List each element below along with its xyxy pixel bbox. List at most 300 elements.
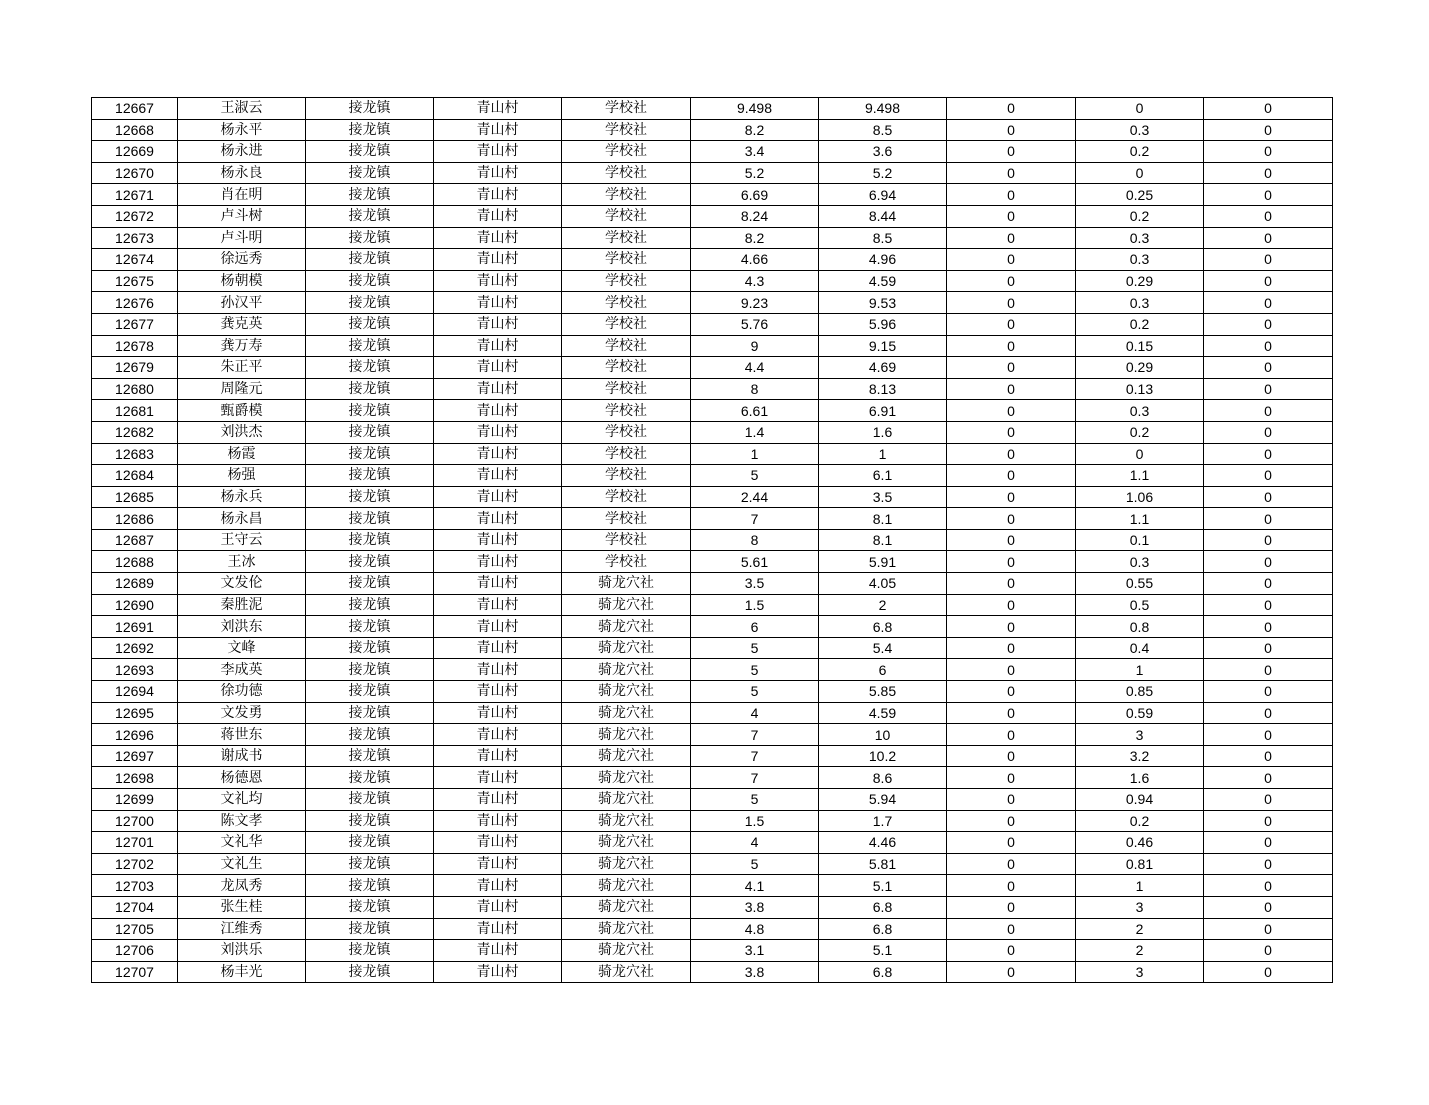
cell-record-id: 12667 (92, 98, 178, 120)
cell-value-d: 0.3 (1076, 292, 1204, 314)
table-row (92, 292, 1333, 314)
cell-value-d: 0.1 (1076, 529, 1204, 551)
cell-group: 骑龙穴社 (562, 918, 691, 940)
cell-value-e: 0 (1204, 400, 1333, 422)
cell-value-e: 0 (1204, 551, 1333, 573)
cell-value-e: 0 (1204, 465, 1333, 487)
cell-value-e: 0 (1204, 940, 1333, 962)
cell-value-e: 0 (1204, 205, 1333, 227)
cell-value-b: 6.8 (819, 896, 947, 918)
cell-name: 杨强 (178, 465, 306, 487)
cell-value-a: 5 (691, 465, 819, 487)
cell-village: 青山村 (434, 875, 562, 897)
cell-village: 青山村 (434, 896, 562, 918)
cell-value-c: 0 (947, 573, 1076, 595)
cell-value-b: 8.5 (819, 227, 947, 249)
cell-value-c: 0 (947, 98, 1076, 120)
cell-record-id: 12675 (92, 270, 178, 292)
cell-value-d: 1.06 (1076, 486, 1204, 508)
cell-name: 刘洪杰 (178, 421, 306, 443)
cell-value-d: 0 (1076, 443, 1204, 465)
table-row (92, 443, 1333, 465)
cell-town: 接龙镇 (306, 227, 434, 249)
cell-value-a: 8.2 (691, 227, 819, 249)
cell-name: 秦胜泥 (178, 594, 306, 616)
cell-record-id: 12690 (92, 594, 178, 616)
cell-group: 学校社 (562, 335, 691, 357)
table-row (92, 227, 1333, 249)
table-row (92, 637, 1333, 659)
cell-value-d: 0.59 (1076, 702, 1204, 724)
cell-group: 学校社 (562, 421, 691, 443)
cell-record-id: 12689 (92, 573, 178, 595)
cell-value-e: 0 (1204, 767, 1333, 789)
cell-name: 王淑云 (178, 98, 306, 120)
table-row (92, 594, 1333, 616)
cell-value-e: 0 (1204, 141, 1333, 163)
cell-name: 卢斗明 (178, 227, 306, 249)
cell-group: 骑龙穴社 (562, 767, 691, 789)
cell-value-e: 0 (1204, 378, 1333, 400)
cell-value-a: 7 (691, 724, 819, 746)
cell-value-b: 2 (819, 594, 947, 616)
cell-value-a: 7 (691, 508, 819, 530)
cell-village: 青山村 (434, 767, 562, 789)
cell-value-c: 0 (947, 810, 1076, 832)
cell-value-d: 0.29 (1076, 270, 1204, 292)
cell-value-b: 6.91 (819, 400, 947, 422)
cell-town: 接龙镇 (306, 486, 434, 508)
cell-record-id: 12701 (92, 832, 178, 854)
cell-value-e: 0 (1204, 249, 1333, 271)
cell-value-c: 0 (947, 767, 1076, 789)
cell-value-b: 10.2 (819, 745, 947, 767)
cell-value-b: 6.1 (819, 465, 947, 487)
cell-group: 学校社 (562, 162, 691, 184)
cell-value-d: 0.2 (1076, 313, 1204, 335)
cell-record-id: 12682 (92, 421, 178, 443)
table-row (92, 465, 1333, 487)
cell-value-a: 4 (691, 832, 819, 854)
cell-value-d: 2 (1076, 940, 1204, 962)
table-row (92, 119, 1333, 141)
cell-town: 接龙镇 (306, 875, 434, 897)
cell-value-e: 0 (1204, 724, 1333, 746)
cell-record-id: 12694 (92, 681, 178, 703)
table-row (92, 421, 1333, 443)
data-table (91, 97, 1333, 983)
cell-value-a: 9.498 (691, 98, 819, 120)
cell-value-b: 8.6 (819, 767, 947, 789)
table-row (92, 724, 1333, 746)
cell-group: 骑龙穴社 (562, 875, 691, 897)
cell-value-e: 0 (1204, 616, 1333, 638)
cell-name: 文发勇 (178, 702, 306, 724)
cell-village: 青山村 (434, 357, 562, 379)
cell-value-e: 0 (1204, 119, 1333, 141)
cell-value-e: 0 (1204, 832, 1333, 854)
cell-town: 接龙镇 (306, 421, 434, 443)
cell-name: 杨朝模 (178, 270, 306, 292)
cell-value-c: 0 (947, 637, 1076, 659)
cell-village: 青山村 (434, 119, 562, 141)
cell-value-e: 0 (1204, 529, 1333, 551)
cell-value-e: 0 (1204, 659, 1333, 681)
cell-value-c: 0 (947, 529, 1076, 551)
cell-record-id: 12676 (92, 292, 178, 314)
cell-record-id: 12679 (92, 357, 178, 379)
cell-value-c: 0 (947, 616, 1076, 638)
table-row (92, 681, 1333, 703)
cell-group: 学校社 (562, 357, 691, 379)
cell-value-c: 0 (947, 659, 1076, 681)
cell-record-id: 12698 (92, 767, 178, 789)
cell-village: 青山村 (434, 443, 562, 465)
cell-record-id: 12678 (92, 335, 178, 357)
cell-record-id: 12688 (92, 551, 178, 573)
cell-value-c: 0 (947, 508, 1076, 530)
cell-value-e: 0 (1204, 357, 1333, 379)
cell-village: 青山村 (434, 205, 562, 227)
cell-record-id: 12685 (92, 486, 178, 508)
cell-value-e: 0 (1204, 896, 1333, 918)
table-row (92, 205, 1333, 227)
table-row (92, 918, 1333, 940)
cell-village: 青山村 (434, 249, 562, 271)
cell-record-id: 12670 (92, 162, 178, 184)
cell-town: 接龙镇 (306, 119, 434, 141)
table-row (92, 162, 1333, 184)
cell-record-id: 12680 (92, 378, 178, 400)
cell-name: 陈文孝 (178, 810, 306, 832)
cell-village: 青山村 (434, 551, 562, 573)
cell-value-e: 0 (1204, 875, 1333, 897)
cell-village: 青山村 (434, 421, 562, 443)
cell-name: 朱正平 (178, 357, 306, 379)
cell-name: 文礼均 (178, 789, 306, 811)
table-row (92, 141, 1333, 163)
cell-name: 江维秀 (178, 918, 306, 940)
cell-village: 青山村 (434, 162, 562, 184)
table-row (92, 767, 1333, 789)
cell-value-d: 0.3 (1076, 227, 1204, 249)
table-row (92, 616, 1333, 638)
cell-group: 骑龙穴社 (562, 853, 691, 875)
cell-village: 青山村 (434, 465, 562, 487)
cell-record-id: 12693 (92, 659, 178, 681)
cell-value-d: 0.3 (1076, 400, 1204, 422)
cell-town: 接龙镇 (306, 724, 434, 746)
cell-record-id: 12695 (92, 702, 178, 724)
cell-value-e: 0 (1204, 313, 1333, 335)
cell-value-b: 6 (819, 659, 947, 681)
cell-value-c: 0 (947, 832, 1076, 854)
cell-value-d: 3 (1076, 724, 1204, 746)
cell-name: 徐远秀 (178, 249, 306, 271)
table-row (92, 573, 1333, 595)
cell-name: 蒋世东 (178, 724, 306, 746)
cell-value-b: 1.6 (819, 421, 947, 443)
cell-value-a: 5.2 (691, 162, 819, 184)
cell-value-b: 8.1 (819, 508, 947, 530)
cell-value-b: 4.59 (819, 270, 947, 292)
cell-name: 徐功德 (178, 681, 306, 703)
cell-village: 青山村 (434, 789, 562, 811)
table-row (92, 529, 1333, 551)
cell-value-a: 8 (691, 378, 819, 400)
table-row (92, 940, 1333, 962)
cell-value-b: 6.8 (819, 616, 947, 638)
cell-value-a: 6 (691, 616, 819, 638)
cell-value-d: 1.1 (1076, 465, 1204, 487)
cell-value-b: 5.1 (819, 875, 947, 897)
cell-group: 骑龙穴社 (562, 637, 691, 659)
cell-value-b: 9.53 (819, 292, 947, 314)
cell-value-c: 0 (947, 421, 1076, 443)
cell-group: 骑龙穴社 (562, 745, 691, 767)
cell-name: 卢斗树 (178, 205, 306, 227)
cell-value-d: 0.25 (1076, 184, 1204, 206)
cell-value-c: 0 (947, 594, 1076, 616)
cell-village: 青山村 (434, 659, 562, 681)
cell-name: 谢成书 (178, 745, 306, 767)
cell-value-a: 4.3 (691, 270, 819, 292)
cell-group: 骑龙穴社 (562, 810, 691, 832)
cell-value-c: 0 (947, 400, 1076, 422)
cell-name: 杨霞 (178, 443, 306, 465)
cell-value-d: 3 (1076, 896, 1204, 918)
cell-value-e: 0 (1204, 853, 1333, 875)
table-row (92, 832, 1333, 854)
cell-value-d: 1 (1076, 875, 1204, 897)
cell-value-c: 0 (947, 853, 1076, 875)
cell-name: 周隆元 (178, 378, 306, 400)
cell-village: 青山村 (434, 184, 562, 206)
cell-town: 接龙镇 (306, 313, 434, 335)
cell-value-a: 5.76 (691, 313, 819, 335)
table-row (92, 551, 1333, 573)
table-row (92, 486, 1333, 508)
cell-value-a: 5 (691, 637, 819, 659)
table-row (92, 853, 1333, 875)
cell-group: 学校社 (562, 508, 691, 530)
cell-village: 青山村 (434, 335, 562, 357)
cell-town: 接龙镇 (306, 357, 434, 379)
cell-record-id: 12677 (92, 313, 178, 335)
table-row (92, 378, 1333, 400)
cell-group: 骑龙穴社 (562, 896, 691, 918)
cell-value-b: 5.96 (819, 313, 947, 335)
cell-value-d: 3.2 (1076, 745, 1204, 767)
cell-value-d: 0.81 (1076, 853, 1204, 875)
table-row (92, 98, 1333, 120)
cell-town: 接龙镇 (306, 573, 434, 595)
cell-value-d: 0 (1076, 162, 1204, 184)
cell-town: 接龙镇 (306, 767, 434, 789)
cell-group: 学校社 (562, 205, 691, 227)
cell-value-b: 1 (819, 443, 947, 465)
cell-value-a: 2.44 (691, 486, 819, 508)
cell-value-a: 6.61 (691, 400, 819, 422)
cell-village: 青山村 (434, 616, 562, 638)
cell-group: 学校社 (562, 400, 691, 422)
cell-value-c: 0 (947, 789, 1076, 811)
cell-value-c: 0 (947, 918, 1076, 940)
cell-value-d: 0.8 (1076, 616, 1204, 638)
cell-name: 杨永良 (178, 162, 306, 184)
table-row (92, 745, 1333, 767)
cell-value-a: 1.5 (691, 594, 819, 616)
cell-value-d: 2 (1076, 918, 1204, 940)
cell-value-b: 4.59 (819, 702, 947, 724)
cell-value-d: 0.85 (1076, 681, 1204, 703)
cell-town: 接龙镇 (306, 529, 434, 551)
cell-value-d: 0.94 (1076, 789, 1204, 811)
cell-value-a: 8 (691, 529, 819, 551)
cell-record-id: 12700 (92, 810, 178, 832)
cell-value-b: 1.7 (819, 810, 947, 832)
cell-value-b: 6.8 (819, 961, 947, 983)
cell-record-id: 12691 (92, 616, 178, 638)
cell-group: 骑龙穴社 (562, 961, 691, 983)
cell-value-e: 0 (1204, 292, 1333, 314)
cell-value-a: 5 (691, 853, 819, 875)
cell-village: 青山村 (434, 853, 562, 875)
cell-value-a: 3.4 (691, 141, 819, 163)
cell-town: 接龙镇 (306, 249, 434, 271)
table-row (92, 961, 1333, 983)
cell-value-b: 8.1 (819, 529, 947, 551)
cell-town: 接龙镇 (306, 637, 434, 659)
cell-value-c: 0 (947, 702, 1076, 724)
cell-value-b: 8.13 (819, 378, 947, 400)
cell-value-c: 0 (947, 486, 1076, 508)
cell-village: 青山村 (434, 940, 562, 962)
cell-name: 杨永昌 (178, 508, 306, 530)
cell-town: 接龙镇 (306, 205, 434, 227)
cell-value-b: 3.6 (819, 141, 947, 163)
cell-value-c: 0 (947, 465, 1076, 487)
cell-town: 接龙镇 (306, 335, 434, 357)
cell-group: 骑龙穴社 (562, 594, 691, 616)
cell-town: 接龙镇 (306, 702, 434, 724)
cell-name: 杨丰光 (178, 961, 306, 983)
cell-group: 学校社 (562, 184, 691, 206)
cell-value-d: 0.2 (1076, 810, 1204, 832)
cell-value-a: 8.24 (691, 205, 819, 227)
cell-town: 接龙镇 (306, 789, 434, 811)
cell-value-a: 4.66 (691, 249, 819, 271)
table-row (92, 508, 1333, 530)
cell-value-b: 9.15 (819, 335, 947, 357)
cell-group: 骑龙穴社 (562, 616, 691, 638)
cell-value-b: 5.2 (819, 162, 947, 184)
cell-town: 接龙镇 (306, 551, 434, 573)
cell-value-b: 5.4 (819, 637, 947, 659)
cell-record-id: 12699 (92, 789, 178, 811)
cell-group: 骑龙穴社 (562, 724, 691, 746)
cell-value-a: 9.23 (691, 292, 819, 314)
cell-value-e: 0 (1204, 594, 1333, 616)
cell-value-b: 9.498 (819, 98, 947, 120)
cell-name: 刘洪乐 (178, 940, 306, 962)
cell-record-id: 12704 (92, 896, 178, 918)
cell-record-id: 12703 (92, 875, 178, 897)
cell-value-b: 10 (819, 724, 947, 746)
cell-village: 青山村 (434, 313, 562, 335)
cell-village: 青山村 (434, 961, 562, 983)
cell-group: 学校社 (562, 529, 691, 551)
cell-value-d: 0.4 (1076, 637, 1204, 659)
cell-town: 接龙镇 (306, 616, 434, 638)
cell-value-d: 0.55 (1076, 573, 1204, 595)
cell-town: 接龙镇 (306, 378, 434, 400)
cell-value-b: 5.94 (819, 789, 947, 811)
table-row (92, 702, 1333, 724)
cell-value-a: 3.1 (691, 940, 819, 962)
cell-name: 文峰 (178, 637, 306, 659)
cell-name: 杨永进 (178, 141, 306, 163)
cell-value-b: 4.05 (819, 573, 947, 595)
cell-value-c: 0 (947, 443, 1076, 465)
cell-value-d: 0.3 (1076, 551, 1204, 573)
cell-value-b: 4.69 (819, 357, 947, 379)
cell-value-a: 8.2 (691, 119, 819, 141)
cell-value-e: 0 (1204, 335, 1333, 357)
cell-value-a: 5.61 (691, 551, 819, 573)
cell-group: 学校社 (562, 292, 691, 314)
cell-value-e: 0 (1204, 270, 1333, 292)
cell-value-e: 0 (1204, 227, 1333, 249)
cell-value-c: 0 (947, 313, 1076, 335)
cell-village: 青山村 (434, 637, 562, 659)
table-body (92, 98, 1333, 983)
cell-town: 接龙镇 (306, 832, 434, 854)
cell-value-a: 3.8 (691, 896, 819, 918)
cell-value-c: 0 (947, 378, 1076, 400)
cell-group: 骑龙穴社 (562, 659, 691, 681)
cell-record-id: 12696 (92, 724, 178, 746)
cell-village: 青山村 (434, 918, 562, 940)
cell-value-e: 0 (1204, 810, 1333, 832)
cell-name: 文礼生 (178, 853, 306, 875)
cell-name: 孙汉平 (178, 292, 306, 314)
cell-village: 青山村 (434, 810, 562, 832)
cell-name: 肖在明 (178, 184, 306, 206)
cell-town: 接龙镇 (306, 292, 434, 314)
table-row (92, 400, 1333, 422)
table-row (92, 875, 1333, 897)
cell-value-c: 0 (947, 292, 1076, 314)
cell-record-id: 12673 (92, 227, 178, 249)
cell-town: 接龙镇 (306, 681, 434, 703)
cell-town: 接龙镇 (306, 98, 434, 120)
cell-value-a: 1.5 (691, 810, 819, 832)
cell-group: 学校社 (562, 249, 691, 271)
cell-value-d: 1.1 (1076, 508, 1204, 530)
cell-value-e: 0 (1204, 745, 1333, 767)
cell-group: 学校社 (562, 378, 691, 400)
cell-value-b: 3.5 (819, 486, 947, 508)
table-row (92, 184, 1333, 206)
cell-value-e: 0 (1204, 443, 1333, 465)
cell-value-d: 0.2 (1076, 141, 1204, 163)
cell-value-d: 0.46 (1076, 832, 1204, 854)
cell-group: 学校社 (562, 551, 691, 573)
cell-value-e: 0 (1204, 789, 1333, 811)
cell-value-c: 0 (947, 270, 1076, 292)
cell-group: 学校社 (562, 141, 691, 163)
